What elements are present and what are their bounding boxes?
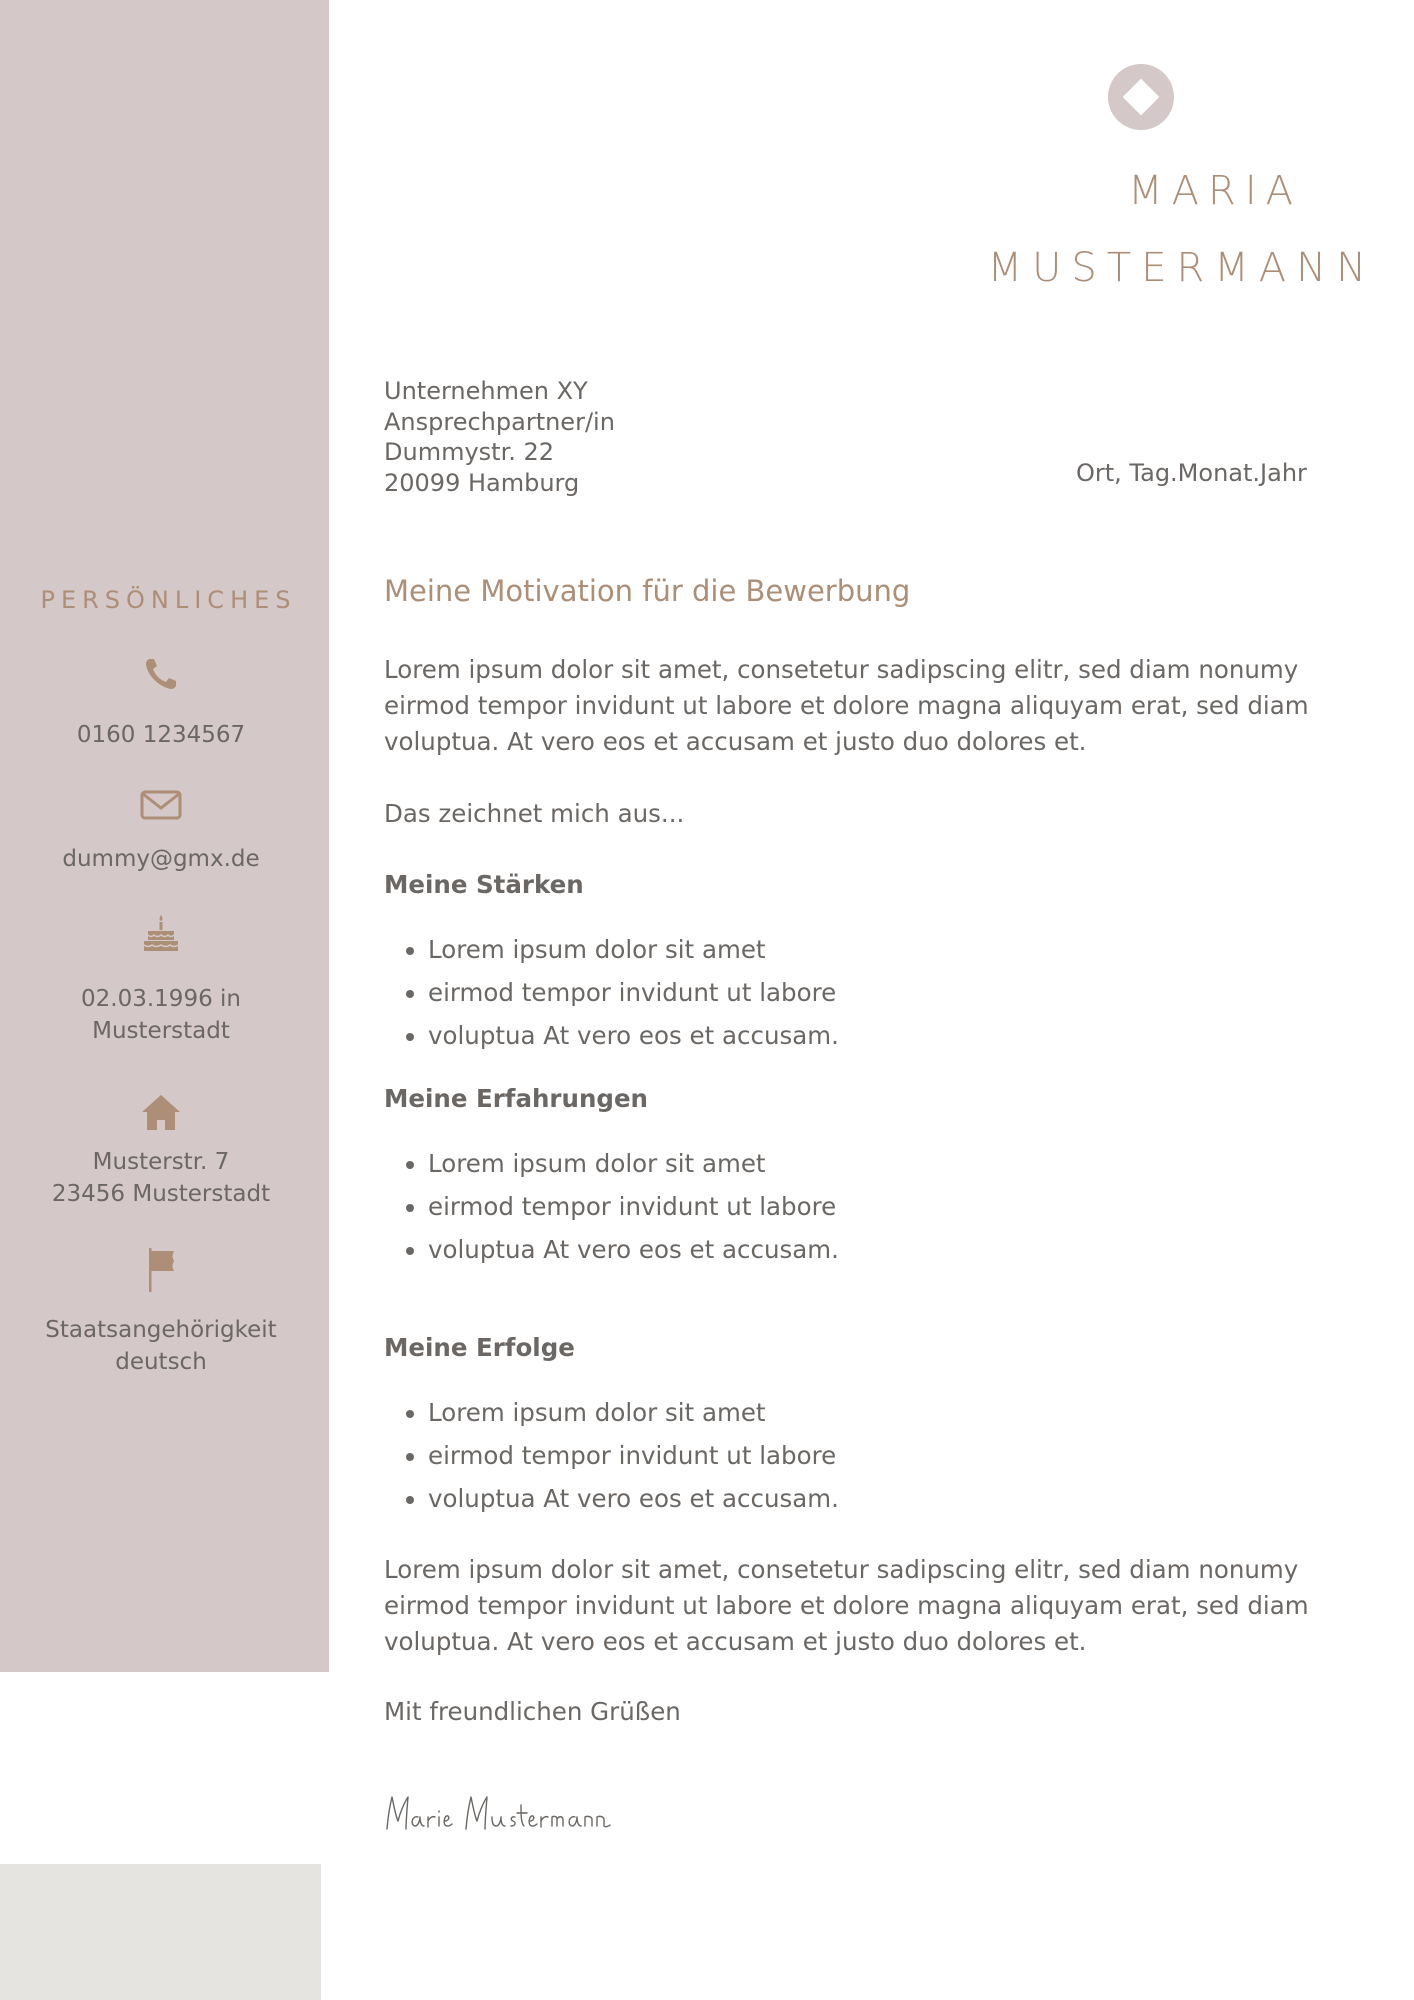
- list-item: • voluptua At vero eos et accusam.: [428, 1477, 839, 1520]
- phone-icon: [138, 651, 184, 697]
- house-icon: [138, 1090, 184, 1136]
- list-item: • Lorem ipsum dolor sit amet: [428, 928, 839, 971]
- list-item: • eirmod tempor invidunt ut labore: [428, 971, 839, 1014]
- birth-place-line: Musterstadt: [92, 1018, 230, 1044]
- nationality-label: Staatsangehörigkeit: [45, 1317, 277, 1343]
- section-title-achievements: Meine Erfolge: [384, 1333, 575, 1362]
- list-item: • Lorem ipsum dolor sit amet: [428, 1391, 839, 1434]
- achievements-list: [384, 1391, 839, 1520]
- letter-subject: Meine Motivation für die Bewerbung: [384, 574, 911, 608]
- flag-icon: [138, 1246, 184, 1292]
- lead-text: Das zeichnet mich aus...: [384, 799, 685, 828]
- handwritten-signature: [384, 1791, 620, 1835]
- recipient-line: Ansprechpartner/in: [384, 407, 615, 436]
- intro-paragraph: Lorem ipsum dolor sit amet, consetetur sadipscing elitr, sed diam nonumy eirmod tempor invidunt ut labore et dolore magna aliquyam erat, sed diam voluptua. At vero eos et accusam et justo duo dolores et.: [384, 655, 1309, 756]
- envelope-icon: [138, 783, 184, 829]
- first-name: MARIA: [1128, 168, 1302, 214]
- phone-number: 0160 1234567: [76, 722, 246, 748]
- nationality-value: deutsch: [115, 1349, 207, 1375]
- email-address: dummy@gmx.de: [62, 846, 260, 872]
- list-item: • voluptua At vero eos et accusam.: [428, 1014, 839, 1057]
- list-item: • eirmod tempor invidunt ut labore: [428, 1434, 839, 1477]
- sidebar: [0, 0, 329, 1672]
- section-title-strengths: Meine Stärken: [384, 870, 584, 899]
- experience-list: [384, 1142, 839, 1271]
- list-item: • Lorem ipsum dolor sit amet: [428, 1142, 839, 1185]
- greeting: Mit freundlichen Grüßen: [384, 1697, 681, 1726]
- sidebar-heading: PERSÖNLICHES: [40, 586, 297, 614]
- birth-date-line: 02.03.1996 in: [81, 986, 241, 1012]
- sidebar-footer-block: [0, 1864, 321, 2000]
- list-item: • voluptua At vero eos et accusam.: [428, 1228, 839, 1271]
- last-name: MUSTERMANN: [987, 245, 1376, 291]
- recipient-line: 20099 Hamburg: [384, 468, 580, 497]
- section-title-experience: Meine Erfahrungen: [384, 1084, 648, 1113]
- address-city: 23456 Musterstadt: [51, 1181, 271, 1207]
- closing-paragraph: Lorem ipsum dolor sit amet, consetetur sadipscing elitr, sed diam nonumy eirmod tempor invidunt ut labore et dolore magna aliquyam erat, sed diam voluptua. At vero eos et accusam et justo duo dolores et.: [384, 1555, 1309, 1656]
- recipient-line: Unternehmen XY: [384, 377, 588, 405]
- recipient-line: Dummystr. 22: [384, 438, 555, 466]
- birthday-cake-icon: [138, 913, 184, 959]
- date-place: Ort, Tag.Monat.Jahr: [1076, 459, 1307, 487]
- strengths-list: [384, 928, 839, 1057]
- recipient-address: [384, 376, 615, 498]
- address-street: Musterstr. 7: [92, 1149, 230, 1175]
- diamond-logo-icon: [1108, 64, 1174, 130]
- list-item: • eirmod tempor invidunt ut labore: [428, 1185, 839, 1228]
